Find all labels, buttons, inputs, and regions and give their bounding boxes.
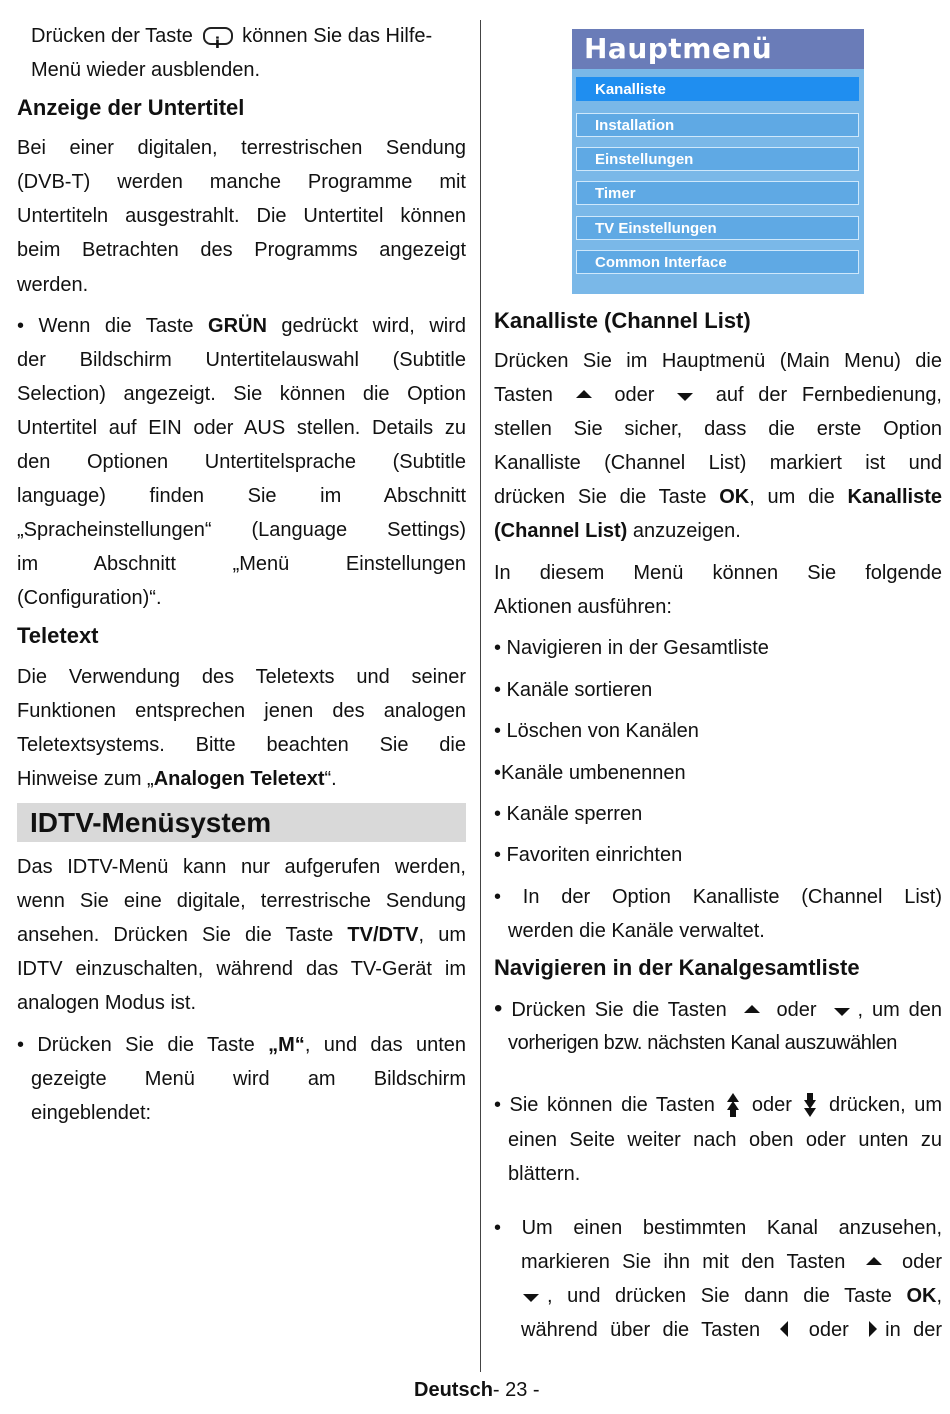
text-line: stellen Sie sicher, dass die erste Option: [494, 418, 942, 440]
text-line: während über die Tasten oder in der: [521, 1319, 942, 1341]
text-line: (Channel List) anzuzeigen.: [494, 520, 741, 542]
text-line: im Abschnitt „Menü Einstellungen: [17, 553, 466, 575]
text-line: einen Seite weiter nach oben oder unten zu: [508, 1129, 942, 1151]
text-line: „Spracheinstellungen“ (Language Settings): [17, 519, 466, 541]
text-line: Das IDTV-Menü kann nur aufgerufen werden,: [17, 856, 466, 878]
text-line: Kanalliste (Channel List) markiert ist und: [494, 452, 942, 474]
text-line: Aktionen ausführen:: [494, 596, 672, 618]
text-line: blättern.: [508, 1163, 581, 1185]
subtitles-heading: Anzeige der Untertitel: [17, 95, 245, 120]
text-line: Teletextsystems. Bitte beachten Sie die: [17, 734, 466, 756]
text-line: • Sie können die Tasten oder drücken, um: [494, 1094, 943, 1116]
page-footer: [414, 1377, 540, 1403]
text-line: werden.: [17, 274, 89, 296]
list-item: • Navigieren in der Gesamtliste: [494, 637, 769, 659]
text-line: Selection) angezeigt. Sie können die Option: [17, 383, 466, 405]
text-line: analogen Modus ist.: [17, 992, 197, 1014]
main-menu-title-bar: [572, 29, 864, 69]
text-line: Untertiteln ausgestrahlt. Die Untertitel können: [17, 205, 466, 227]
channel-list-heading: Kanalliste (Channel List): [494, 308, 751, 333]
text-line: vorherigen bzw. nächsten Kanal auszuwählen: [508, 1032, 898, 1054]
intro-line-2: Menü wieder ausblenden.: [31, 59, 261, 81]
text-line: Bei einer digitalen, terrestrischen Sendung: [17, 137, 466, 159]
text-line: • Um einen bestimmten Kanal anzusehen,: [494, 1217, 942, 1239]
arrow-left-icon: [780, 1321, 788, 1337]
arrow-down-icon: [834, 1008, 850, 1016]
arrow-down-icon: [523, 1294, 539, 1302]
text-line: In diesem Menü können Sie folgende: [494, 562, 942, 584]
menu-item-settings[interactable]: Einstellungen: [576, 147, 859, 171]
menu-item-common-interface[interactable]: Common Interface: [576, 250, 859, 274]
text-line: den Optionen Untertitelsprache (Subtitle: [17, 451, 466, 473]
text-line: der Bildschirm Untertitelauswahl (Subtitle: [17, 349, 466, 371]
menu-item-tv-settings[interactable]: TV Einstellungen: [576, 216, 859, 240]
text-line: , und drücken Sie dann die Taste OK,: [521, 1279, 942, 1313]
navigate-heading: Navigieren in der Kanalgesamtliste: [494, 955, 860, 980]
text-line: Die Verwendung des Teletexts und seiner: [17, 666, 466, 688]
main-menu-illustration: [572, 29, 864, 294]
page-number: - 23 -: [492, 1379, 540, 1401]
text-line: (DVB-T) werden manche Programme mit: [17, 171, 466, 193]
text-line: gezeigte Menü wird am Bildschirm: [31, 1068, 466, 1090]
intro-line-1: Drücken der Taste i können Sie das Hilfe-: [31, 19, 432, 53]
menu-item-channel-list[interactable]: Kanalliste: [576, 77, 859, 101]
list-item: • Favoriten einrichten: [494, 844, 683, 866]
main-menu-title: Hauptmenü: [584, 32, 773, 65]
text-line: markieren Sie ihn mit den Tasten oder: [521, 1251, 942, 1273]
list-item: •Kanäle umbenennen: [494, 762, 686, 784]
text-line: IDTV einzuschalten, während das TV-Gerät im: [17, 958, 466, 980]
list-item: • Kanäle sperren: [494, 803, 643, 825]
text-line: Untertitel auf EIN oder AUS stellen. Details zu: [17, 417, 466, 439]
arrow-up-icon: [576, 390, 592, 398]
column-divider: [480, 20, 481, 1372]
list-item: • In der Option Kanalliste (Channel List): [494, 886, 942, 908]
text-line: language) finden Sie im Abschnitt: [17, 485, 466, 507]
page-up-icon: [727, 1093, 739, 1117]
text-line: eingeblendet:: [31, 1102, 152, 1124]
idtv-heading: IDTV-Menüsystem: [30, 807, 272, 838]
text-line: Tasten oder auf der Fernbedienung,: [494, 384, 942, 406]
arrow-down-icon: [677, 393, 693, 401]
text-line: (Configuration)“.: [17, 587, 162, 609]
list-item: werden die Kanäle verwaltet.: [508, 920, 765, 942]
teletext-heading: Teletext: [17, 623, 99, 648]
text-line: wenn Sie eine digitale, terrestrische Sendung: [17, 890, 466, 912]
footer-language: Deutsch: [414, 1379, 493, 1401]
text-line: Funktionen entsprechen jenen des analogen: [17, 700, 466, 722]
menu-item-timer[interactable]: Timer: [576, 181, 859, 205]
text-line: Hinweise zum „Analogen Teletext“.: [17, 768, 337, 790]
text-line: drücken Sie die Taste OK, um die Kanalliste: [494, 486, 942, 508]
text-line: • Drücken Sie die Tasten oder , um den: [494, 995, 943, 1022]
list-item: • Kanäle sortieren: [494, 679, 653, 701]
arrow-up-icon: [866, 1257, 882, 1265]
arrow-right-icon: [869, 1321, 877, 1337]
idtv-heading-bar: [17, 803, 466, 842]
arrow-up-icon: [744, 1005, 760, 1013]
text-line: • Wenn die Taste GRÜN gedrückt wird, wird: [17, 315, 467, 337]
menu-item-installation[interactable]: Installation: [576, 113, 859, 137]
text-line: ansehen. Drücken Sie die Taste TV/DTV, um: [17, 924, 466, 946]
list-item: • Löschen von Kanälen: [494, 720, 699, 742]
text-line: Drücken Sie im Hauptmenü (Main Menu) die: [494, 350, 942, 372]
text-line: • Drücken Sie die Taste „M“, und das unten: [17, 1034, 467, 1056]
info-button-icon: [203, 27, 233, 45]
page-down-icon: [804, 1093, 816, 1117]
text-line: beim Betrachten des Programms angezeigt: [17, 239, 466, 261]
